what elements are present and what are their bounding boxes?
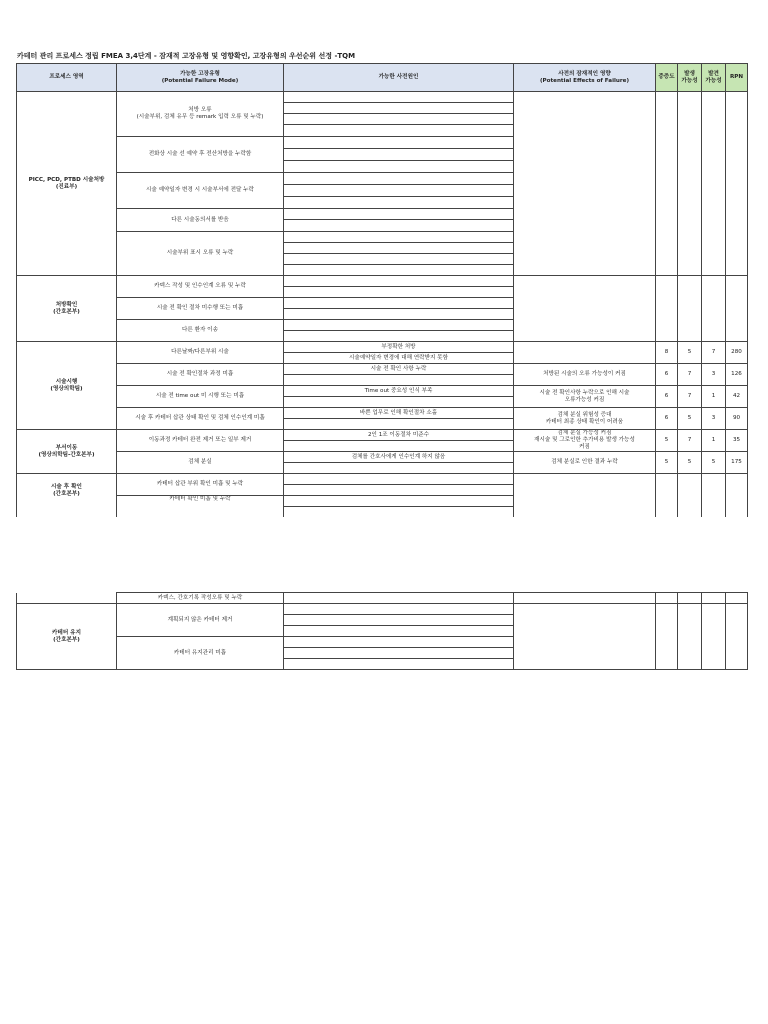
occurrence-cell: 5: [678, 408, 702, 430]
header-row: [17, 64, 748, 92]
col-failure-mode: 가능한 고장유형 (Potential Failure Mode): [117, 64, 284, 92]
cause-cell: [284, 276, 514, 287]
severity-cell: 6: [656, 408, 678, 430]
detection-cell: 5: [702, 452, 726, 474]
cause-cell: [284, 298, 514, 309]
area-post-check: 시술 후 확인 (간호본부): [17, 474, 117, 518]
cause-cell: [284, 114, 514, 125]
area-order-check: 처방확인 (간호본부): [17, 276, 117, 342]
rpn-cell: [726, 474, 748, 518]
area-procedure: 시술시행 (영상의학팀): [17, 342, 117, 430]
failure-mode: 카덱스, 간호기록 작성오류 및 누락: [117, 593, 284, 604]
failure-mode: 시술부위 표시 오류 및 누락: [117, 232, 284, 276]
effect-cell: 처방된 시술의 오류 가능성이 커짐: [514, 364, 656, 386]
effect-cell: [514, 276, 656, 342]
rpn-cell: 42: [726, 386, 748, 408]
occurrence-cell: [678, 593, 702, 604]
cause-cell: [284, 463, 514, 474]
detection-cell: [702, 604, 726, 670]
effect-cell: [514, 604, 656, 670]
cause-cell: [284, 320, 514, 331]
cause-cell: [284, 232, 514, 243]
failure-mode: 시술 후 카테터 삽관 상태 확인 및 검체 인수인계 미흡: [117, 408, 284, 430]
effect-cell: 시술 전 확인사항 누락으로 인해 시술 오류가능성 커짐: [514, 386, 656, 408]
area-prescription: PICC, PCD, PTBD 시술처방 (진료부): [17, 92, 117, 276]
cause-cell: [284, 375, 514, 386]
cause-cell: [284, 309, 514, 320]
rpn-cell: [726, 593, 748, 604]
cause-cell: [284, 331, 514, 342]
failure-mode: 카테터 삽관 부위 확인 미흡 및 누락: [117, 474, 284, 496]
failure-mode: 다른날짜/다른부위 시술: [117, 342, 284, 364]
cause-cell: [284, 474, 514, 485]
detection-cell: 1: [702, 430, 726, 452]
occurrence-cell: [678, 276, 702, 342]
cause-cell: [284, 648, 514, 659]
area-post-check-cont: [17, 593, 117, 604]
effect-cell: [514, 593, 656, 604]
cause-cell: [284, 173, 514, 185]
rpn-cell: 280: [726, 342, 748, 364]
effect-cell: 검체 분실 위험성 증대 카테터 최종 상태 확인이 어려움: [514, 408, 656, 430]
severity-cell: [656, 593, 678, 604]
effect-cell: 검체 분실 가능성 커짐 재시술 및 그로인한 추가비용 발생 가능성 커짐: [514, 430, 656, 452]
severity-cell: 5: [656, 452, 678, 474]
cause-cell: [284, 103, 514, 114]
col-occurrence: 발생 가능성: [678, 64, 702, 92]
cause-cell: [284, 125, 514, 137]
failure-mode: 전화상 시술 선 예약 후 전산처방을 누락함: [117, 137, 284, 173]
cause-cell: [284, 615, 514, 626]
area-maintenance: 카테터 유지 (간호본부): [17, 604, 117, 670]
failure-mode: 다른 환자 이송: [117, 320, 284, 342]
cause-cell: [284, 209, 514, 220]
failure-mode: 시술 예약일자 변경 시 시술부서에 전달 누락: [117, 173, 284, 209]
detection-cell: 7: [702, 342, 726, 364]
cause-cell: [284, 254, 514, 265]
rpn-cell: [726, 92, 748, 276]
cause-cell: [284, 441, 514, 452]
cause-cell: [284, 604, 514, 615]
rpn-cell: 90: [726, 408, 748, 430]
occurrence-cell: 7: [678, 364, 702, 386]
detection-cell: 1: [702, 386, 726, 408]
cause-cell: [284, 507, 514, 518]
detection-cell: [702, 474, 726, 518]
effect-cell: [514, 474, 656, 518]
sheet-title: 카테터 관리 프로세스 정립 FMEA 3,4단계 - 잠재적 고장유형 및 영향확인, 고장유형의 우선순위 선정 -TQM: [17, 52, 356, 60]
failure-mode: 카테터 확인 미흡 및 누락: [117, 496, 284, 518]
detection-cell: [702, 92, 726, 276]
cause-cell: [284, 161, 514, 173]
cause-cell: 시술예약일자 변경에 대해 연락받지 못함: [284, 353, 514, 364]
effect-cell: 검체 분실로 인한 결과 누락: [514, 452, 656, 474]
severity-cell: [656, 604, 678, 670]
detection-cell: [702, 593, 726, 604]
failure-mode: 카테터 유지관리 미흡: [117, 637, 284, 670]
rpn-cell: [726, 276, 748, 342]
effect-cell: [514, 342, 656, 364]
severity-cell: 6: [656, 364, 678, 386]
col-severity: 중증도: [656, 64, 678, 92]
failure-mode: 처방 오류 (시술부위, 검체 유무 등 remark 입력 오류 및 누락): [117, 92, 284, 137]
failure-mode: 카덱스 작성 및 인수인계 오류 및 누락: [117, 276, 284, 298]
failure-mode: 검체 분실: [117, 452, 284, 474]
cause-cell: 2인 1조 이동절차 미준수: [284, 430, 514, 441]
cause-cell: [284, 659, 514, 670]
cause-cell: [284, 397, 514, 408]
severity-cell: 8: [656, 342, 678, 364]
cause-cell: [284, 185, 514, 197]
cause-cell: [284, 92, 514, 103]
cause-cell: [284, 265, 514, 276]
severity-cell: [656, 474, 678, 518]
cause-cell: 부정확한 처방: [284, 342, 514, 353]
cause-cell: [284, 197, 514, 209]
cause-cell: [284, 485, 514, 496]
cause-cell: [284, 149, 514, 161]
cause-cell: [284, 593, 514, 604]
col-detection: 발견 가능성: [702, 64, 726, 92]
occurrence-cell: 7: [678, 430, 702, 452]
severity-cell: [656, 276, 678, 342]
occurrence-cell: [678, 474, 702, 518]
cause-cell: Time out 중요성 인식 부족: [284, 386, 514, 397]
failure-mode: 시술 전 확인절차 과정 미흡: [117, 364, 284, 386]
fmea-table-continued: [16, 592, 748, 670]
cause-cell: [284, 137, 514, 149]
col-rpn: RPN: [726, 64, 748, 92]
occurrence-cell: 5: [678, 452, 702, 474]
cause-cell: 검체를 간호사에게 인수인계 하지 않음: [284, 452, 514, 463]
occurrence-cell: 5: [678, 342, 702, 364]
occurrence-cell: [678, 92, 702, 276]
detection-cell: 3: [702, 364, 726, 386]
severity-cell: 6: [656, 386, 678, 408]
cause-cell: [284, 626, 514, 637]
occurrence-cell: [678, 604, 702, 670]
severity-cell: 5: [656, 430, 678, 452]
detection-cell: 3: [702, 408, 726, 430]
area-transfer: 부서이동 (영상의학팀-간호본부): [17, 430, 117, 474]
failure-mode: 시술 전 time out 미 시행 또는 미흡: [117, 386, 284, 408]
occurrence-cell: 7: [678, 386, 702, 408]
cause-cell: [284, 287, 514, 298]
cause-cell: [284, 496, 514, 507]
severity-cell: [656, 92, 678, 276]
rpn-cell: 175: [726, 452, 748, 474]
cause-cell: 바쁜 업무로 인해 확인절차 소홀: [284, 408, 514, 419]
rpn-cell: 126: [726, 364, 748, 386]
failure-mode: 시술 전 확인 절차 미수행 또는 미흡: [117, 298, 284, 320]
cause-cell: 시술 전 확인 사항 누락: [284, 364, 514, 375]
rpn-cell: 35: [726, 430, 748, 452]
cause-cell: [284, 419, 514, 430]
fmea-table: [16, 63, 748, 517]
failure-mode: 다른 시술동의서를 받음: [117, 209, 284, 232]
col-effect: 사전의 잠재적인 영향 (Potential Effects of Failure): [514, 64, 656, 92]
detection-cell: [702, 276, 726, 342]
failure-mode: 이동과정 카테터 완전 제거 또는 일부 제거: [117, 430, 284, 452]
failure-mode: 계획되지 않은 카테터 제거: [117, 604, 284, 637]
cause-cell: [284, 637, 514, 648]
col-area: 프로세스 영역: [17, 64, 117, 92]
cause-cell: [284, 220, 514, 232]
cause-cell: [284, 243, 514, 254]
col-cause: 가능한 사전원인: [284, 64, 514, 92]
rpn-cell: [726, 604, 748, 670]
effect-cell: [514, 92, 656, 276]
